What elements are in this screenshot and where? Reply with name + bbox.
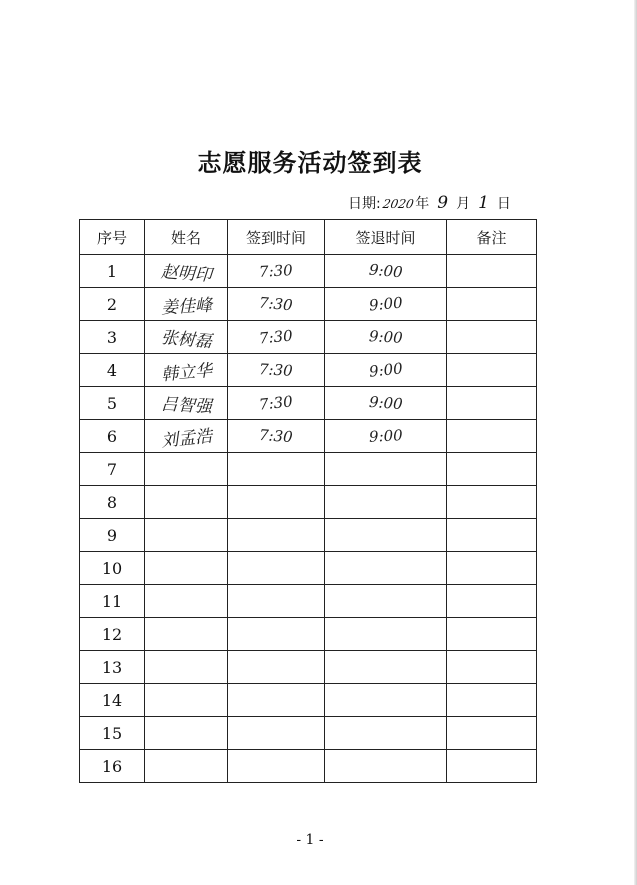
row-sign-in-time-text: 7:30	[258, 392, 294, 414]
row-index-text: 3	[106, 327, 118, 347]
row-index	[80, 585, 145, 618]
row-index	[80, 255, 145, 288]
row-index-text: 16	[101, 756, 123, 776]
row-name	[145, 717, 228, 750]
row-sign-out-time	[325, 288, 447, 321]
table-row	[80, 519, 537, 552]
row-index-text: 8	[106, 492, 118, 512]
row-sign-in-time	[228, 750, 325, 783]
header-index: 序号	[80, 220, 145, 255]
row-remarks	[447, 585, 537, 618]
table-row	[80, 387, 537, 420]
row-name-text: 刘孟浩	[159, 425, 213, 452]
table-row	[80, 486, 537, 519]
row-sign-out-time-text: 9:00	[367, 359, 404, 381]
row-name-text: 姜佳峰	[160, 295, 213, 318]
table-row	[80, 585, 537, 618]
row-index	[80, 717, 145, 750]
row-sign-out-time-text: 9:00	[367, 293, 404, 315]
row-sign-in-time	[228, 552, 325, 585]
row-sign-in-time	[228, 321, 325, 354]
page-title: 志愿服务活动签到表	[197, 148, 423, 177]
row-remarks	[447, 750, 537, 783]
header-remarks: 备注	[447, 220, 537, 255]
table-row	[80, 651, 537, 684]
row-index-text: 10	[101, 558, 123, 578]
row-index	[80, 453, 145, 486]
header-sign-in-time: 签到时间	[228, 220, 325, 255]
row-sign-in-time	[228, 618, 325, 651]
row-remarks	[447, 387, 537, 420]
row-name	[145, 486, 228, 519]
row-index	[80, 354, 145, 387]
row-index	[80, 486, 145, 519]
row-index-text: 6	[106, 426, 118, 446]
table-row	[80, 717, 537, 750]
table-row	[80, 750, 537, 783]
row-sign-out-time	[325, 651, 447, 684]
row-sign-out-time-text: 9:00	[368, 426, 403, 446]
row-sign-out-time	[325, 519, 447, 552]
row-index-text: 15	[101, 723, 123, 743]
row-sign-out-time	[325, 387, 447, 420]
row-sign-in-time-text: 7:30	[258, 425, 294, 447]
header-name: 姓名	[145, 220, 228, 255]
row-remarks	[447, 354, 537, 387]
date-month: 9	[437, 193, 449, 213]
row-index-text: 9	[106, 525, 118, 545]
table-row	[80, 354, 537, 387]
row-sign-out-time-text: 9:00	[368, 392, 403, 414]
date-day-unit: 日	[496, 196, 511, 212]
page-number: - 1 -	[296, 832, 324, 848]
header-sign-out-time: 签退时间	[325, 220, 447, 255]
row-sign-in-time-text: 7:30	[258, 293, 294, 315]
row-index-text: 11	[101, 591, 123, 611]
row-remarks	[447, 453, 537, 486]
row-sign-in-time	[228, 354, 325, 387]
row-index	[80, 519, 145, 552]
row-sign-in-time	[228, 420, 325, 453]
row-sign-in-time	[228, 288, 325, 321]
row-index-text: 4	[106, 360, 118, 380]
row-index	[80, 288, 145, 321]
row-name	[145, 453, 228, 486]
row-remarks	[447, 717, 537, 750]
row-index-text: 7	[106, 459, 118, 479]
row-sign-in-time	[228, 684, 325, 717]
row-name	[145, 255, 228, 288]
row-name	[145, 651, 228, 684]
table-row	[80, 420, 537, 453]
date-year-unit: 年	[415, 196, 430, 212]
row-remarks	[447, 420, 537, 453]
row-index	[80, 651, 145, 684]
row-sign-out-time	[325, 453, 447, 486]
row-sign-in-time	[228, 585, 325, 618]
row-sign-in-time-text: 7:30	[258, 261, 294, 281]
row-remarks	[447, 519, 537, 552]
row-name	[145, 321, 228, 354]
row-index	[80, 552, 145, 585]
row-sign-in-time	[228, 486, 325, 519]
row-name-text: 张树磊	[159, 327, 213, 352]
row-index-text: 5	[106, 393, 118, 413]
row-index	[80, 618, 145, 651]
row-index-text: 14	[101, 690, 123, 710]
date-line	[348, 193, 511, 213]
date-day: 1	[478, 193, 489, 213]
row-remarks	[447, 618, 537, 651]
row-remarks	[447, 684, 537, 717]
sign-in-table	[79, 219, 537, 783]
row-sign-out-time	[325, 618, 447, 651]
row-name-text: 吕智强	[159, 394, 212, 417]
row-index	[80, 321, 145, 354]
row-remarks	[447, 321, 537, 354]
date-month-unit: 月	[456, 196, 471, 212]
row-sign-out-time	[325, 750, 447, 783]
row-sign-out-time-text: 9:00	[368, 327, 403, 347]
date-year: 2020	[381, 197, 415, 211]
row-index	[80, 684, 145, 717]
row-sign-out-time	[325, 552, 447, 585]
row-sign-out-time	[325, 585, 447, 618]
row-name-text: 赵明印	[159, 261, 212, 286]
row-remarks	[447, 486, 537, 519]
row-name	[145, 420, 228, 453]
row-name	[145, 519, 228, 552]
row-sign-out-time	[325, 420, 447, 453]
table-row	[80, 321, 537, 354]
row-sign-in-time	[228, 717, 325, 750]
table-header-row	[80, 220, 537, 255]
row-index-text: 12	[101, 624, 123, 644]
row-remarks	[447, 651, 537, 684]
row-sign-in-time	[228, 651, 325, 684]
table-row	[80, 618, 537, 651]
row-sign-out-time	[325, 321, 447, 354]
row-name	[145, 387, 228, 420]
table-row	[80, 684, 537, 717]
row-remarks	[447, 255, 537, 288]
row-index-text: 2	[106, 294, 118, 314]
row-name	[145, 354, 228, 387]
row-name	[145, 585, 228, 618]
row-sign-in-time	[228, 453, 325, 486]
row-remarks	[447, 552, 537, 585]
row-name	[145, 684, 228, 717]
row-index	[80, 420, 145, 453]
row-index	[80, 750, 145, 783]
row-sign-in-time	[228, 255, 325, 288]
row-sign-in-time-text: 7:30	[258, 360, 294, 380]
row-index	[80, 387, 145, 420]
row-sign-in-time-text: 7:30	[258, 326, 294, 348]
row-sign-out-time-text: 9:00	[367, 260, 404, 282]
row-index-text: 1	[106, 261, 118, 281]
row-sign-out-time	[325, 255, 447, 288]
row-name	[145, 618, 228, 651]
row-remarks	[447, 288, 537, 321]
row-sign-in-time	[228, 387, 325, 420]
row-name-text: 韩立华	[159, 360, 213, 385]
row-sign-out-time	[325, 684, 447, 717]
table-row	[80, 255, 537, 288]
row-sign-out-time	[325, 354, 447, 387]
row-name	[145, 552, 228, 585]
row-sign-out-time	[325, 486, 447, 519]
row-sign-in-time	[228, 519, 325, 552]
row-name	[145, 750, 228, 783]
table-row	[80, 453, 537, 486]
date-label: 日期:	[348, 196, 381, 212]
row-sign-out-time	[325, 717, 447, 750]
table-row	[80, 552, 537, 585]
row-name	[145, 288, 228, 321]
row-index-text: 13	[101, 657, 123, 677]
table-row	[80, 288, 537, 321]
